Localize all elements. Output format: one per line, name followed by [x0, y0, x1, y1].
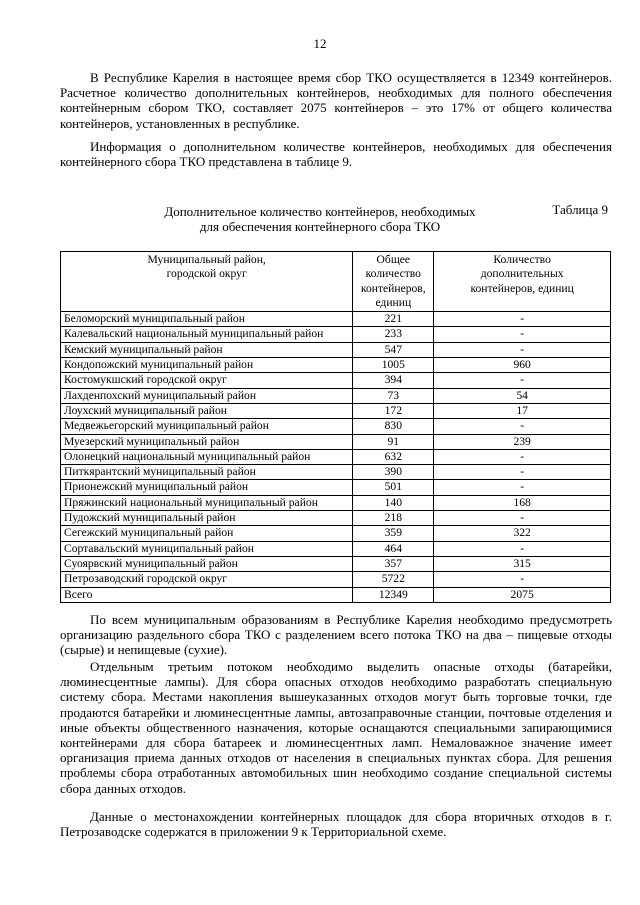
- additional-cell: 239: [434, 434, 611, 449]
- header-total: [353, 252, 434, 312]
- table-caption: [0, 204, 640, 234]
- district-cell: Пудожский муниципальный район: [61, 511, 353, 526]
- table-row: [61, 419, 611, 434]
- additional-cell: 960: [434, 358, 611, 373]
- additional-cell: -: [434, 449, 611, 464]
- additional-cell: 322: [434, 526, 611, 541]
- total-cell: 140: [353, 495, 434, 510]
- header-additional-line-2: дополнительных: [480, 267, 564, 281]
- table-label: Таблица 9: [552, 202, 608, 217]
- district-cell: Суоярвский муниципальный район: [61, 556, 353, 571]
- additional-cell: -: [434, 465, 611, 480]
- district-cell: Беломорский муниципальный район: [61, 312, 353, 327]
- district-cell: Олонецкий национальный муниципальный район: [61, 449, 353, 464]
- page-number: 12: [313, 36, 327, 51]
- additional-cell: 168: [434, 495, 611, 510]
- header-district: [61, 252, 353, 312]
- header-additional-line-3: контейнеров, единиц: [470, 281, 574, 295]
- additional-cell: -: [434, 373, 611, 388]
- district-cell: Всего: [61, 587, 353, 602]
- additional-cell: 2075: [434, 587, 611, 602]
- intro-paragraph-2: Информация о дополнительном количестве контейнеров, необходимых для обеспечения контейнерного сбора ТКО представлена в таблице 9.: [60, 139, 612, 170]
- district-cell: Кондопожский муниципальный район: [61, 358, 353, 373]
- district-cell: Костомукшский городской округ: [61, 373, 353, 388]
- additional-cell: -: [434, 419, 611, 434]
- additional-cell: -: [434, 327, 611, 342]
- table-row: [61, 480, 611, 495]
- table-row: [61, 572, 611, 587]
- district-cell: Питкярантский муниципальный район: [61, 465, 353, 480]
- table-row: [61, 449, 611, 464]
- total-cell: 632: [353, 449, 434, 464]
- table-row: [61, 434, 611, 449]
- table-row: [61, 342, 611, 357]
- table-row: [61, 312, 611, 327]
- district-cell: Петрозаводский городской округ: [61, 572, 353, 587]
- table-total-row: [61, 587, 611, 602]
- district-cell: Медвежьегорский муниципальный район: [61, 419, 353, 434]
- header-total-line-2: количество: [365, 267, 421, 281]
- district-cell: Муезерский муниципальный район: [61, 434, 353, 449]
- total-cell: 233: [353, 327, 434, 342]
- header-district-line-1: Муниципальный район,: [147, 253, 266, 266]
- total-cell: 221: [353, 312, 434, 327]
- body-paragraph-3: Данные о местонахождении контейнерных площадок для сбора вторичных отходов в г. Петрозаводске содержатся в приложении 9 к Территориальной схеме.: [60, 809, 612, 840]
- table-row: [61, 541, 611, 556]
- table-row: [61, 526, 611, 541]
- additional-cell: -: [434, 541, 611, 556]
- table-row: [61, 465, 611, 480]
- additional-cell: -: [434, 511, 611, 526]
- additional-cell: 54: [434, 388, 611, 403]
- body-paragraph-2: Отдельным третьим потоком необходимо выделить опасные отходы (батарейки, люминесцентные лампы). Для сбора опасных отходов необходимо разработать специальную систему сбора. Местами накопления вышеуказанных отходов могут быть торговые точки, где продаются батарейки и люминесцентные лампы, автозаправочные станции, почтовые отделения и иные объекты общественного назначения, которые оснащаются специальными запирающимися контейнерами для сбора батареек и люминесцентных ламп. Немаловажное значение имеет организация приема данных отходов от населения в специальных пунктах сбора. Для решения проблемы сбора отработанных автомобильных шин необходимо создание специальной системы сбора данных отходов.: [60, 659, 612, 796]
- header-total-line-1: Общее: [376, 253, 411, 266]
- table-row: [61, 511, 611, 526]
- total-cell: 359: [353, 526, 434, 541]
- total-cell: 218: [353, 511, 434, 526]
- total-cell: 91: [353, 434, 434, 449]
- total-cell: 830: [353, 419, 434, 434]
- additional-cell: 315: [434, 556, 611, 571]
- total-cell: 5722: [353, 572, 434, 587]
- total-cell: 12349: [353, 587, 434, 602]
- table-row: [61, 403, 611, 418]
- table-row: [61, 373, 611, 388]
- district-cell: Лоухский муниципальный район: [61, 403, 353, 418]
- additional-cell: -: [434, 572, 611, 587]
- header-additional: [434, 252, 611, 312]
- district-cell: Лахденпохский муниципальный район: [61, 388, 353, 403]
- table-row: [61, 388, 611, 403]
- table-row: [61, 556, 611, 571]
- table-row: [61, 358, 611, 373]
- total-cell: 1005: [353, 358, 434, 373]
- total-cell: 390: [353, 465, 434, 480]
- district-cell: Кемский муниципальный район: [61, 342, 353, 357]
- district-cell: Пряжинский национальный муниципальный район: [61, 495, 353, 510]
- total-cell: 73: [353, 388, 434, 403]
- table-row: [61, 327, 611, 342]
- intro-paragraph-1: В Республике Карелия в настоящее время сбор ТКО осуществляется в 12349 контейнеров. Расчетное количество дополнительных контейнеров, необходимых для полного обеспечения контейнерным сбором ТКО, составляет 2075 контейнеров – это 17% от общего количества контейнеров, установленных в республике.: [60, 70, 612, 131]
- additional-cell: 17: [434, 403, 611, 418]
- district-cell: Сегежский муниципальный район: [61, 526, 353, 541]
- containers-table: [60, 251, 611, 603]
- additional-cell: -: [434, 342, 611, 357]
- total-cell: 172: [353, 403, 434, 418]
- district-cell: Калевальский национальный муниципальный район: [61, 327, 353, 342]
- total-cell: 394: [353, 373, 434, 388]
- header-additional-line-1: Количество: [493, 253, 551, 266]
- additional-cell: -: [434, 480, 611, 495]
- total-cell: 357: [353, 556, 434, 571]
- table-header-row: [61, 252, 611, 312]
- table-row: [61, 495, 611, 510]
- total-cell: 464: [353, 541, 434, 556]
- total-cell: 501: [353, 480, 434, 495]
- total-cell: 547: [353, 342, 434, 357]
- district-cell: Сортавальский муниципальный район: [61, 541, 353, 556]
- table-caption-line-2: для обеспечения контейнерного сбора ТКО: [199, 219, 441, 234]
- header-total-line-3: контейнеров,: [360, 281, 426, 295]
- additional-cell: -: [434, 312, 611, 327]
- body-paragraph-1: По всем муниципальным образованиям в Республике Карелия необходимо предусмотреть организацию раздельного сбора ТКО с разделением всего потока ТКО на два – пищевые отходы (сырые) и непищевые (сухие).: [60, 612, 612, 658]
- header-district-line-2: городской округ: [166, 267, 247, 281]
- header-total-line-4: единиц: [375, 295, 412, 309]
- district-cell: Прионежский муниципальный район: [61, 480, 353, 495]
- table-caption-line-1: Дополнительное количество контейнеров, необходимых: [164, 204, 476, 219]
